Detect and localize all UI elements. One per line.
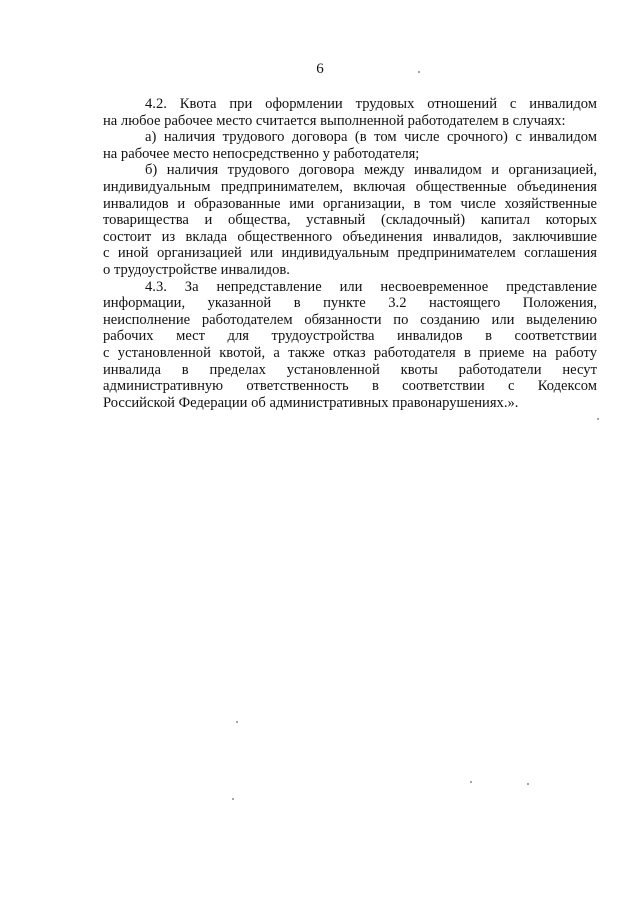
text-line: Российской Федерации об административных правонарушениях.». — [103, 394, 519, 411]
text-line: с установленной квотой, а также отказ работодателя в приеме на работу — [103, 344, 597, 361]
text-line: рабочих мест для трудоустройства инвалидов в соответствии — [103, 328, 597, 345]
text-line: индивидуальным предпринимателем, включая общественные объединения — [103, 178, 597, 195]
text-line: информации, указанной в пункте 3.2 настоящего Положения, — [103, 295, 597, 312]
text-line: инвалида в пределах установленной квоты работодатели несут — [103, 361, 597, 378]
text-line: 4.2. Квота при оформлении трудовых отношений с инвалидом — [145, 96, 597, 112]
text-line: административную ответственность в соответствии с Кодексом — [103, 378, 597, 395]
scan-speck — [232, 798, 234, 800]
text-line: состоит из вклада общественного объединения инвалидов, заключившие — [103, 228, 597, 245]
text-line: 4.3. За непредставление или несвоевременное представление — [145, 278, 597, 295]
text-line: б) наличия трудового договора между инвалидом и организацией, — [145, 162, 597, 179]
paragraph-4-3 — [103, 279, 597, 412]
scan-speck — [527, 783, 529, 785]
text-line: неисполнение работодателем обязанности по созданию или выделению — [103, 311, 597, 328]
text-line: инвалидов и образованные ими организации, в том числе хозяйственные — [103, 195, 597, 212]
document-body — [103, 96, 597, 411]
text-line: а) наличия трудового договора (в том числе срочного) с инвалидом — [145, 129, 597, 146]
scan-speck — [470, 781, 472, 783]
text-line: товарищества и общества, уставный (складочный) капитал которых — [103, 212, 597, 229]
text-line: с иной организацией или индивидуальным предпринимателем соглашения — [103, 245, 597, 262]
scan-speck — [418, 71, 420, 73]
paragraph-b — [103, 162, 597, 278]
page-number: 6 — [316, 61, 324, 77]
paragraph-4-2 — [103, 96, 597, 129]
text-line: о трудоустройстве инвалидов. — [103, 261, 290, 278]
text-line: на рабочее место непосредственно у работодателя; — [103, 145, 420, 162]
scan-speck — [597, 418, 599, 420]
scan-speck — [236, 721, 238, 723]
text-line: на любое рабочее место считается выполненной работодателем в случаях: — [103, 112, 566, 129]
paragraph-a — [103, 129, 597, 162]
